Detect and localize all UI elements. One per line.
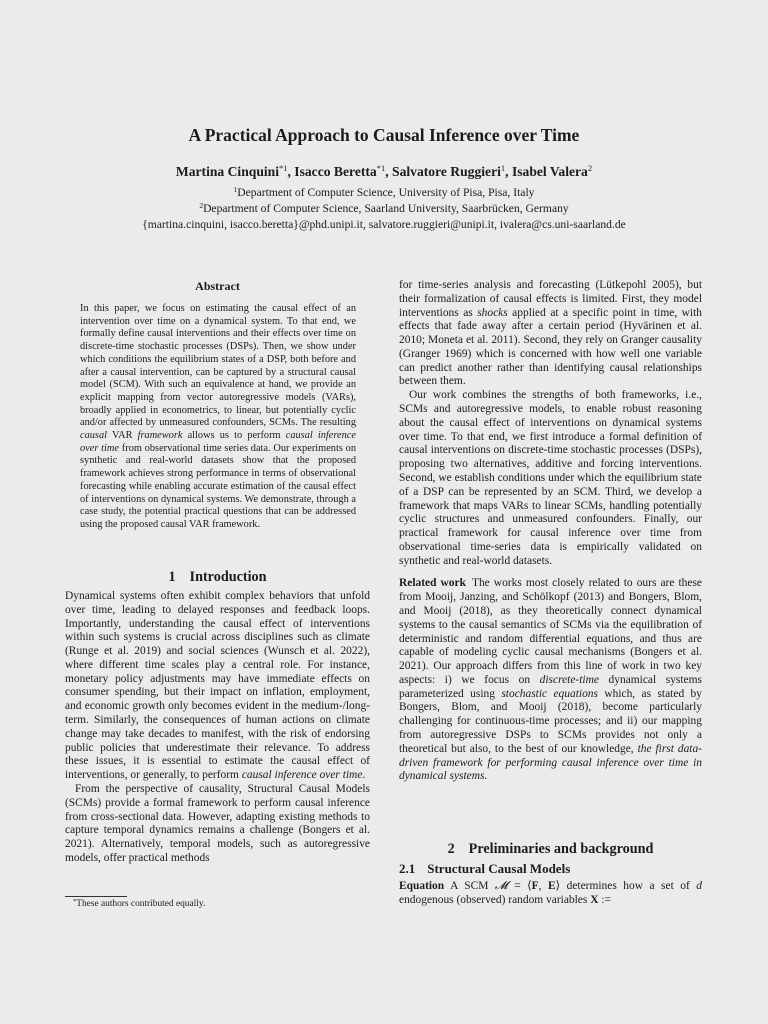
author-name: Isabel Valera: [511, 164, 588, 179]
affiliation-line: [0, 202, 768, 216]
section-number: 1: [168, 569, 176, 585]
related-work-text: [399, 577, 702, 782]
affiliation-text: Department of Computer Science, Saarland University, Saarbrücken, Germany: [203, 202, 569, 215]
text-run: ,: [538, 880, 548, 892]
text-run: stochastic equations: [501, 687, 598, 700]
section-number: 2: [447, 841, 455, 857]
author-affiliation-mark: *1: [279, 163, 288, 173]
text-run: .: [362, 769, 366, 782]
paragraph: [65, 783, 370, 866]
footnote-rule: [65, 896, 127, 897]
affiliation-mark: 2: [199, 201, 204, 210]
equation-paragraph: [399, 880, 702, 908]
text-run: causal inference over time: [80, 430, 356, 454]
subsection-number: 2.1: [399, 861, 416, 876]
footnote-text: These authors contributed equally.: [76, 899, 206, 909]
text-run: the first data-driven framework for performing causal inference over time in dynamical systems.: [399, 742, 702, 783]
paragraph: [399, 279, 702, 389]
author-separator: ,: [385, 164, 393, 179]
author-separator: ,: [287, 164, 295, 179]
author-name: Martina Cinquini: [175, 164, 279, 179]
text-run: causal: [80, 430, 108, 442]
equation-text: [399, 880, 702, 906]
text-run: for time-series analysis and forecasting (Lütkepohl 2005), but their formalization of causal effects is limited. First, they model interventions as: [399, 279, 702, 319]
text-run: Dynamical systems often exhibit complex behaviors that unfold over time, leading to delayed responses and feedback loops. Importantly, understanding the causal effect of interventions within such systems is crucial across disciplines such as climate (Runge et al. 2019) and social sciences (Wunsch et al. 2022), where different time scales play a central role. For instance, monetary policy adjustments may have immediate effects on consumer spending, but their impact on inflation, employment, and economic growth only becomes evident in the medium-/long-term. Similarly, the consequences of human actions on climate change may take decades to manifest, with the risk of endorsing public policies that underestimate their relevance. To address these issues, it is essential to estimate the causal effect of interventions, or generally, to perform: [65, 590, 370, 782]
text-run: d: [696, 880, 702, 892]
text-run: framework: [137, 430, 183, 442]
text-run: In this paper, we focus on estimating the causal effect of an intervention over time on a dynamical system. To that end, we formally define causal interventions and their effects over time on discrete-time stochastic processes (DSPs). Then, we show under which conditions the equilibrium states of a DSP, both before and after a causal intervention, can be captured by a structural causal model (SCM). With such an equivalence at hand, we provide an explicit mapping from vector autoregressive models (VARs), broadly applied in econometrics, to linear, but potentially cyclic and/or affected by unmeasured confounders, SCMs. The resulting: [80, 303, 356, 429]
section-title: Introduction: [189, 569, 267, 585]
text-run: dynamical systems parameterized using: [399, 673, 702, 700]
text-run: VAR: [107, 430, 138, 442]
author-affiliation-mark: *1: [376, 163, 386, 173]
text-run: F: [531, 880, 539, 892]
equation-heading: Equation: [399, 880, 445, 892]
author-affiliation-mark: 1: [500, 163, 506, 173]
text-run: allows us to perform: [182, 430, 286, 442]
related-work-heading: Related work: [399, 577, 466, 590]
subsection-heading-scm: [399, 861, 702, 877]
footnote-mark: *: [73, 898, 77, 905]
text-run: The works most closely related to ours are these from Mooij, Janzing, and Schölkopf (2013) and Bongers, Blom, and Mooij (2018), as they theoretically connect dynamical systems to the causal semantics of SCMs via the equilibration of deterministic and random differential equations, and thus are capable of modeling cyclic causal mechanisms (Bongers et al. 2021). Our approach differs from this line of work in two key aspects: i) we focus on: [399, 577, 702, 686]
equation-paragraph-block: [399, 880, 702, 908]
author-emails: {martina.cinquini, isacco.beretta}@phd.unipi.it, salvatore.ruggieri@unipi.it, ivalera@cs.uni-saarland.de: [142, 218, 626, 231]
text-run: from observational time series data. Our experiments on synthetic and real-world datasets show that the proposed framework achieves strong performance in terms of observational forecasting while enabling accurate estimation of the causal effect of interventions on dynamical systems. We demonstrate, through a case study, the potential practical questions that can be addressed using the proposed causal VAR framework.: [80, 442, 356, 530]
abstract-heading: Abstract: [195, 279, 240, 293]
section-title: Preliminaries and background: [468, 841, 654, 857]
author-list: [0, 163, 768, 181]
paragraph: [65, 590, 370, 783]
footnote: [73, 898, 363, 910]
text-run: From the perspective of causality, Structural Causal Models (SCMs) provide a formal framework to perform causal inference from cross-sectional data. However, adapting existing methods to capture temporal dynamics remains a challenge (Bongers et al. 2021). Alternatively, temporal models, such as autoregressive models, offer practical methods: [65, 782, 370, 864]
related-work-paragraph: [399, 577, 702, 784]
author-separator: ,: [505, 164, 512, 179]
right-column-body: [399, 279, 702, 784]
text-run: A SCM: [450, 880, 495, 892]
text-run: X: [590, 893, 599, 906]
text-run: discrete-time: [539, 673, 599, 686]
affiliation-text: Department of Computer Science, University of Pisa, Pisa, Italy: [237, 186, 535, 199]
affiliation-mark: 1: [233, 185, 238, 194]
abstract-body: [80, 303, 356, 532]
text-run: which, as stated by Bongers, Blom, and Mooij (2018), become particularly challenging for continuous-time processes; and ii) our mapping from autoregressive DSPs to SCMs provides not only a theoretical but also, to the best of our knowledge,: [399, 687, 702, 755]
author-affiliation-mark: 2: [587, 163, 593, 173]
paragraph: [399, 389, 702, 568]
introduction-body: [65, 590, 370, 866]
section-heading-introduction: [65, 569, 370, 586]
text-run: ⟩ determines how a set of: [555, 880, 697, 892]
author-name: Salvatore Ruggieri: [392, 164, 501, 179]
text-run: shocks: [477, 306, 508, 319]
text-run: 𝓜: [494, 880, 508, 892]
section-heading-preliminaries: [399, 841, 702, 858]
paper-title: A Practical Approach to Causal Inference over Time: [188, 125, 580, 145]
text-run: causal inference over time: [241, 769, 363, 782]
text-run: applied at a specific point in time, with effects that fade away after a certain period (Hyvärinen et al. 2010; Moneta et al. 2011). Second, they rely on Granger causality (Granger 1969) which is concerned with how well one variable can predict another rather than identifying causal relationships between them.: [399, 306, 702, 388]
text-run: :=: [598, 893, 611, 906]
text-run: E: [548, 880, 556, 892]
author-name: Isacco Beretta: [294, 164, 377, 179]
text-run: = ⟨: [507, 880, 532, 892]
subsection-title: Structural Causal Models: [427, 861, 571, 876]
text-run: Our work combines the strengths of both frameworks, i.e., SCMs and autoregressive models, to enable robust reasoning about the causal effect of interventions on dynamical systems over time. To that end, we first introduce a formal definition of causal interventions on discrete-time stochastic processes (DSPs), proposing two alternatives, additive and forcing interventions. Second, we establish conditions under which the equilibrium state of a DSP can be represented by an SCM. Third, we develop a framework that maps VARs to linear SCMs, handling potentially cyclic structures and unmeasured confounders. Finally, our practical framework for causal inference over time from observational time-series data is empirically validated on synthetic and real-world datasets.: [399, 389, 702, 567]
text-run: endogenous (observed) random variables: [399, 893, 591, 906]
affiliation-line: [0, 186, 768, 200]
